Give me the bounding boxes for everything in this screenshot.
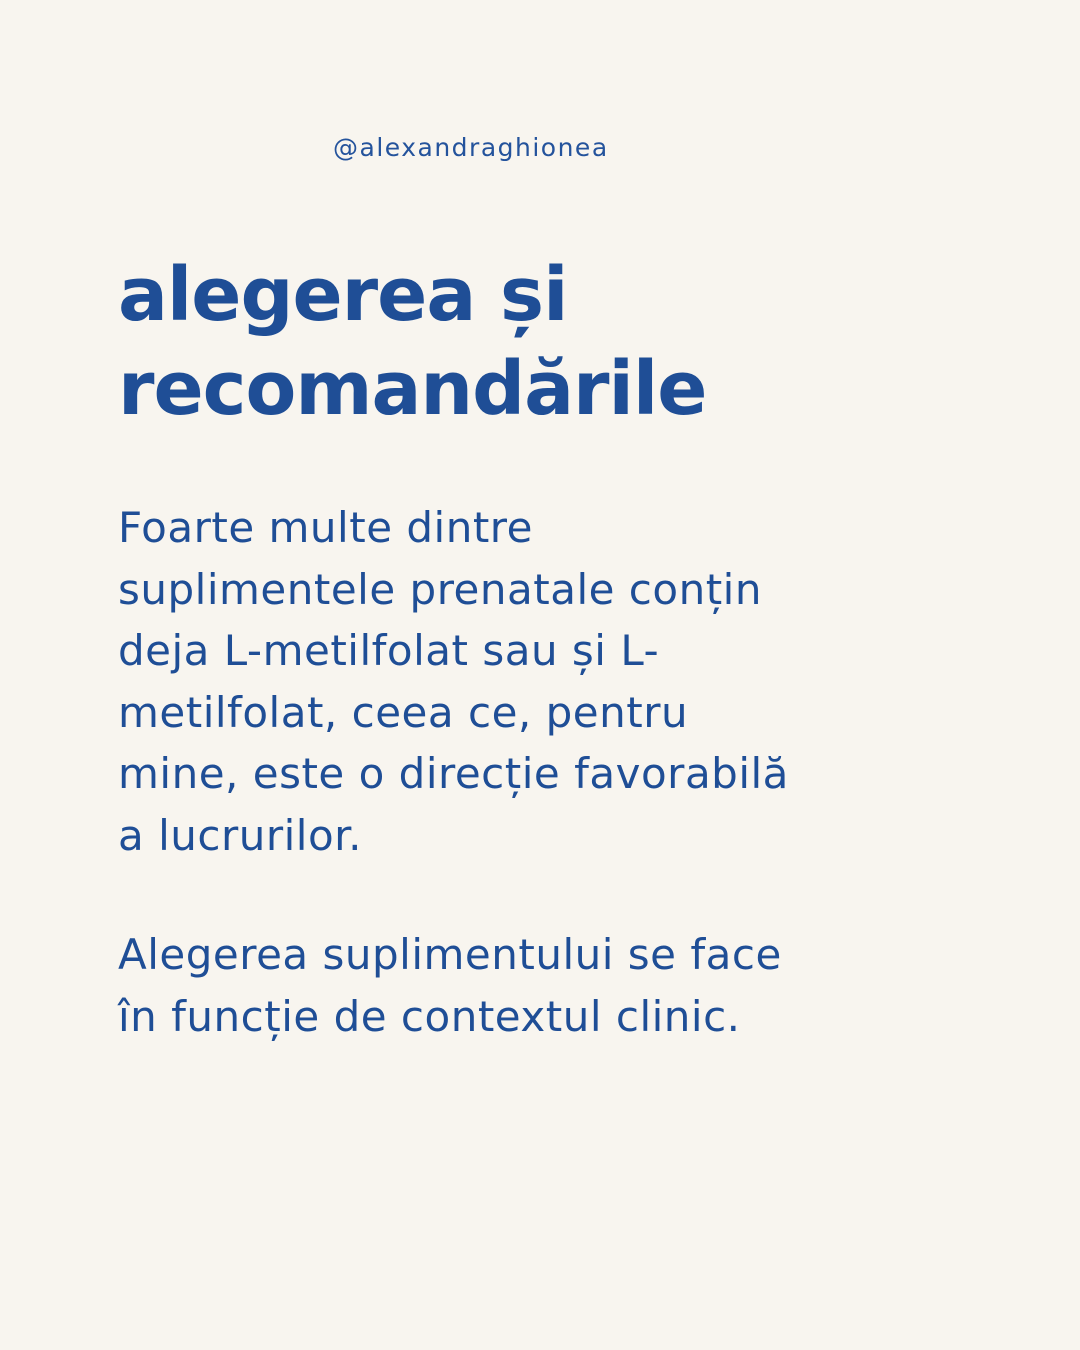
paragraph-2-line-2: în funcție de contextul clinic. [118,991,741,1041]
paragraph-2 [118,924,978,1047]
author-handle: @alexandraghionea [333,133,609,162]
title-line-1: alegerea și [118,252,568,338]
paragraph-1 [118,497,978,866]
paragraph-1-line-4: metilfolat, ceea ce, pentru [118,687,689,737]
paragraph-1-line-3: deja L-metilfolat sau și L- [118,626,660,675]
paragraph-1-line-6: a lucrurilor. [118,810,362,860]
paragraph-1-line-5: mine, este o direcție favorabilă [118,749,789,798]
paragraph-1-line-2: suplimentele prenatale conțin [118,564,762,614]
paragraph-1-line-1: Foarte multe dintre [118,503,533,552]
slide-title [118,248,978,436]
paragraph-2-line-1: Alegerea suplimentului se face [118,930,782,979]
title-line-2: recomandările [118,346,707,432]
